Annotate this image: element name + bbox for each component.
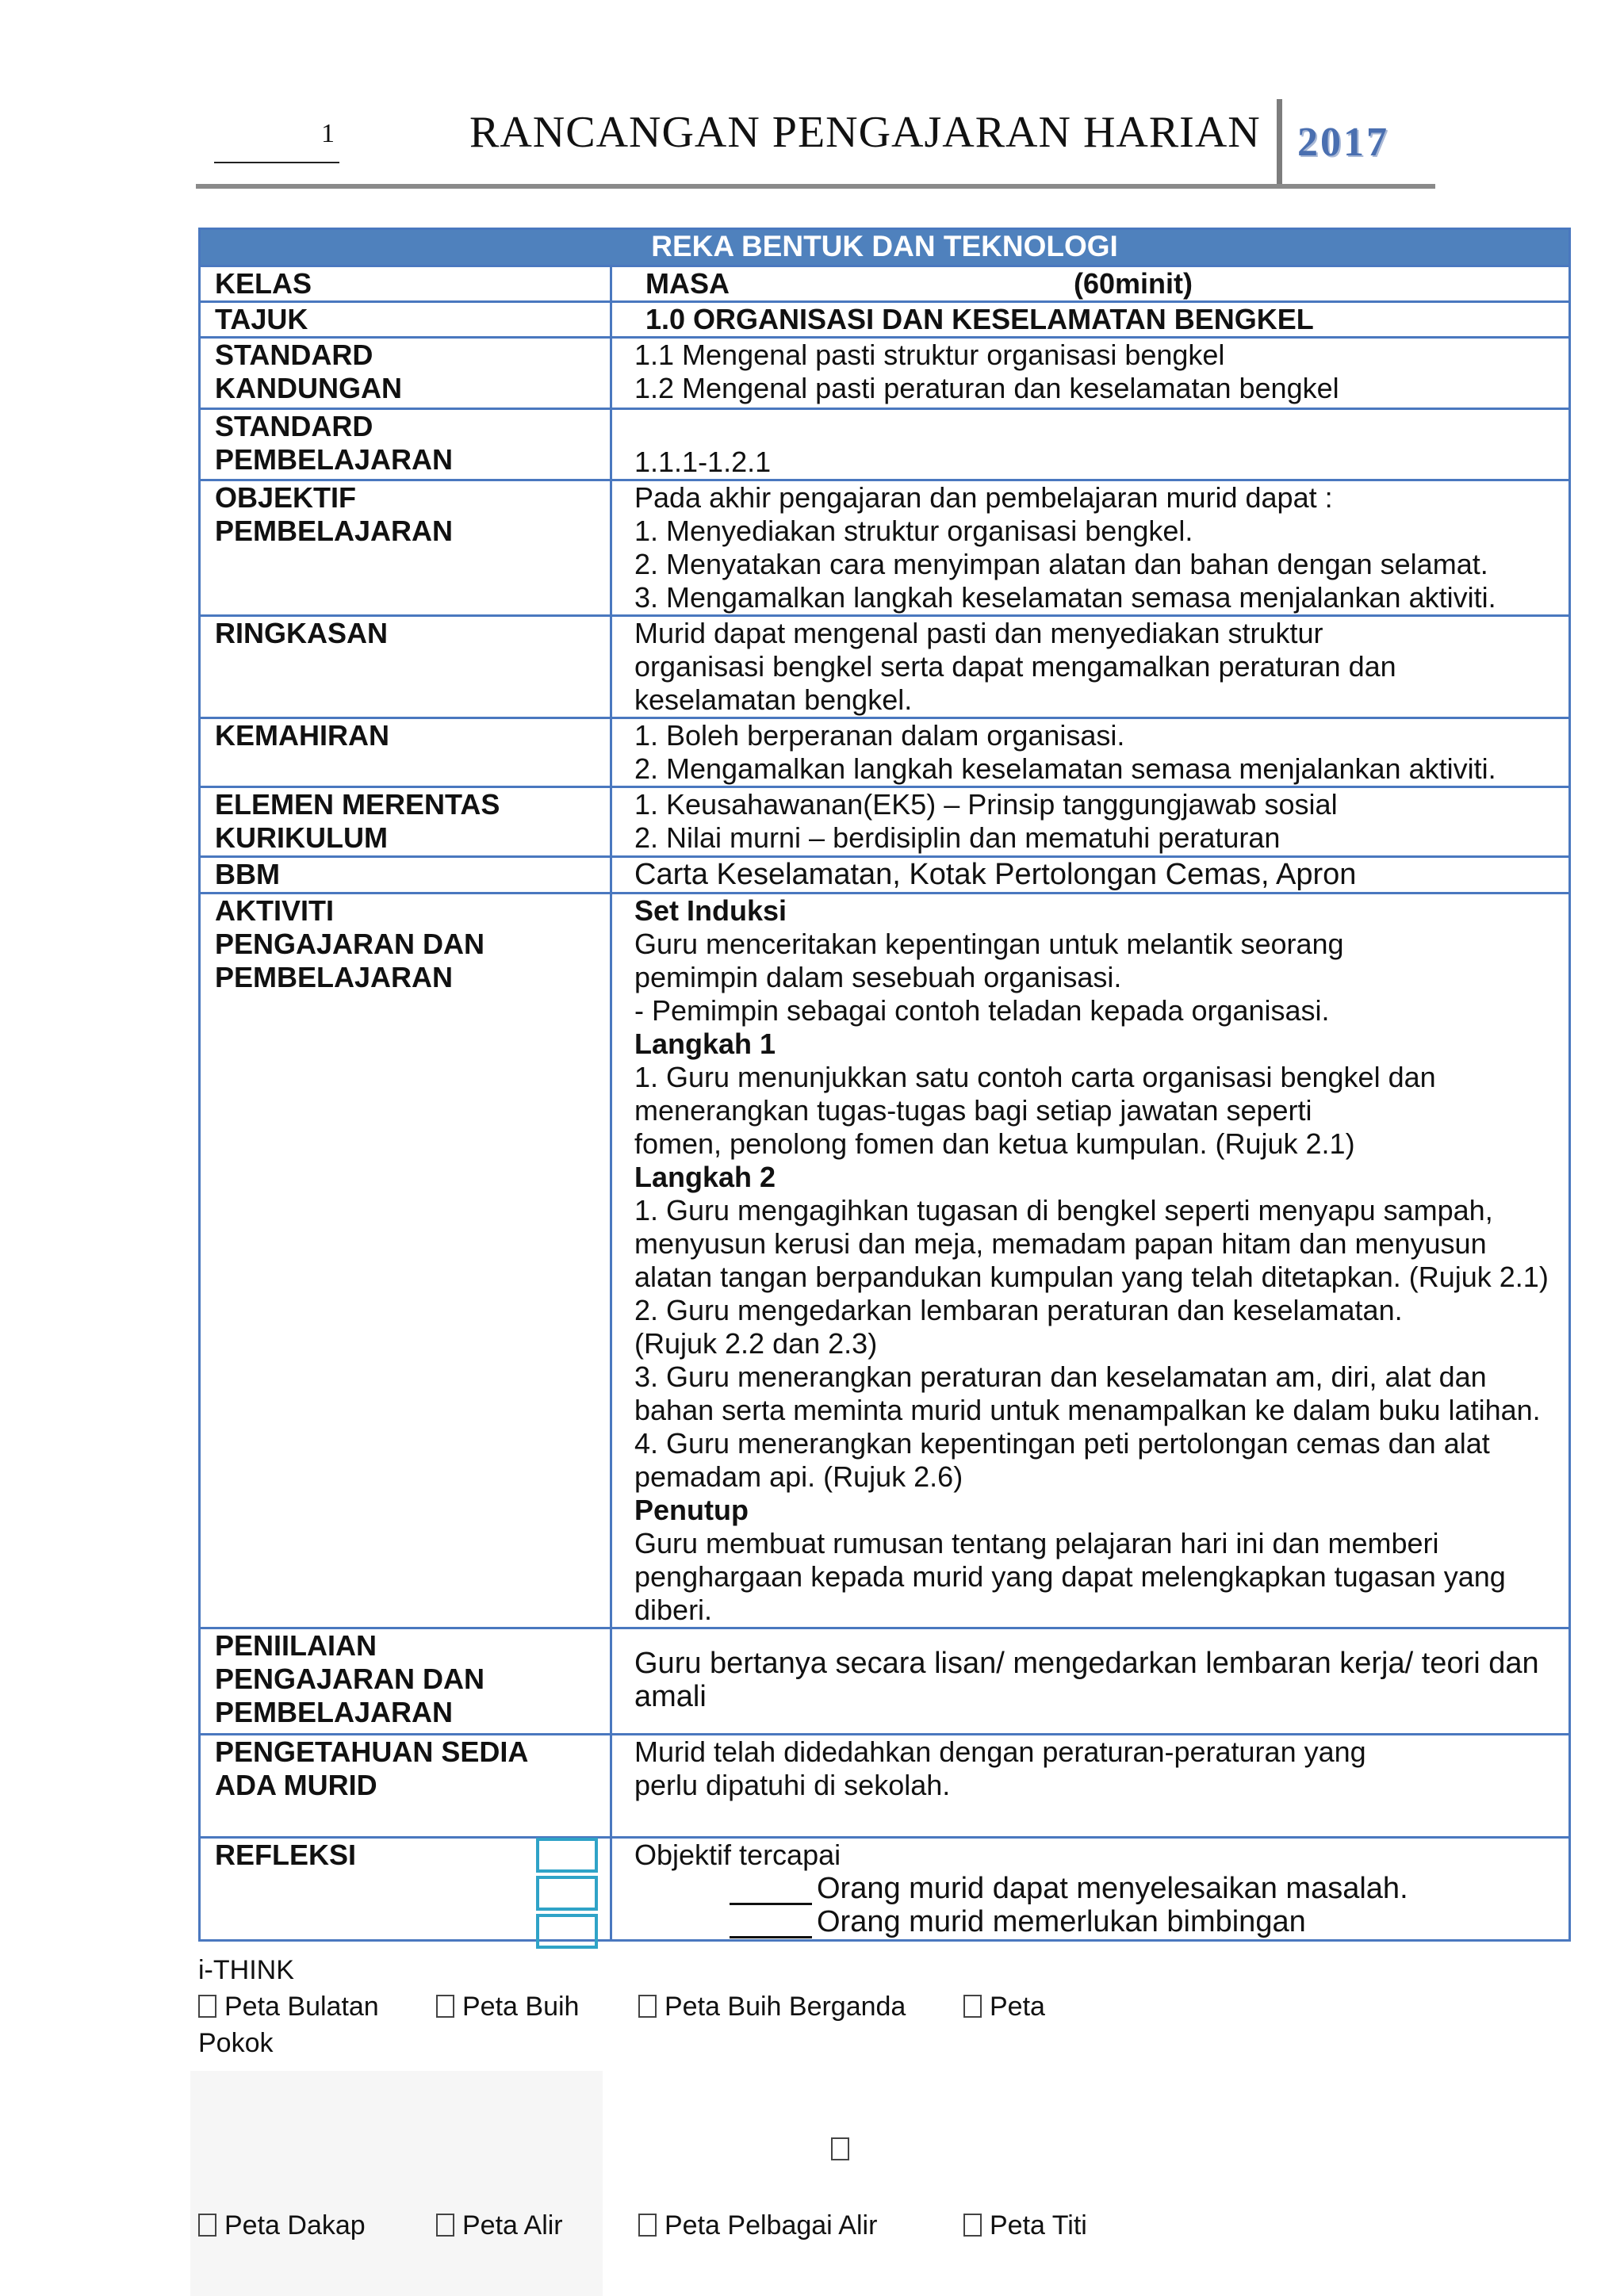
ithink-option — [638, 1988, 963, 2025]
row-tajuk — [200, 302, 1570, 338]
label-line: PENGAJARAN DAN — [215, 1663, 485, 1695]
checkbox-icon[interactable] — [536, 1876, 598, 1911]
tajuk-label: TAJUK — [200, 302, 611, 338]
label-line: ADA MURID — [215, 1769, 377, 1801]
text-line: menyusun kerusi dan meja, memadam papan hitam dan menyusun — [634, 1227, 1487, 1260]
page-number: 1 — [214, 119, 339, 163]
ithink-section — [198, 1952, 1126, 2244]
label-line: STANDARD — [215, 410, 373, 442]
tajuk-value: 1.0 ORGANISASI DAN KESELAMATAN BENGKEL — [611, 302, 1570, 338]
ithink-option — [198, 2207, 436, 2244]
row-objektif — [200, 480, 1570, 616]
objektif-value — [611, 480, 1570, 616]
row-kelas — [200, 266, 1570, 302]
section-heading: Set Induksi — [634, 894, 787, 927]
ithink-title: i-THINK — [198, 1955, 294, 1985]
ithink-option — [436, 2207, 638, 2244]
text-line: 1. Guru mengagihkan tugasan di bengkel seperti menyapu sampah, — [634, 1194, 1493, 1226]
text-line: 2. Nilai murni – berdisiplin dan mematuhi peraturan — [634, 821, 1281, 854]
checkbox-icon[interactable] — [536, 1914, 598, 1949]
penilaian-value — [611, 1628, 1570, 1735]
standard-kandungan-value — [611, 338, 1570, 409]
checkbox-icon[interactable] — [536, 1838, 598, 1873]
label-line: OBJEKTIF — [215, 481, 357, 514]
text-line: keselamatan bengkel. — [634, 683, 913, 716]
row-emk — [200, 787, 1570, 857]
emk-label — [200, 787, 611, 857]
ithink-option — [436, 1988, 638, 2025]
text-line: perlu dipatuhi di sekolah. — [634, 1769, 951, 1801]
text-line: 2. Guru mengedarkan lembaran peraturan dan keselamatan. — [634, 1294, 1403, 1326]
page-title: RANCANGAN PENGAJARAN HARIAN — [469, 108, 1261, 157]
standard-pembelajaran-label — [200, 409, 611, 480]
text-line: pemimpin dalam sesebuah organisasi. — [634, 961, 1122, 993]
label-line: AKTIVITI — [215, 894, 334, 927]
text-line: Murid dapat mengenal pasti dan menyediakan struktur — [634, 617, 1323, 649]
row-kemahiran — [200, 718, 1570, 787]
option-label: Peta Alir — [462, 2210, 563, 2241]
option-label: Peta Buih — [462, 1992, 580, 2022]
checkbox-icon[interactable] — [198, 1995, 216, 2018]
spacer — [198, 2061, 1126, 2207]
subject-title: REKA BENTUK DAN TEKNOLOGI — [200, 229, 1570, 266]
kelas-label: KELAS — [200, 266, 611, 302]
label-line: PENGAJARAN DAN — [215, 928, 485, 960]
refleksi-line — [634, 1905, 1559, 1938]
row-pengetahuan — [200, 1735, 1570, 1838]
text-line: 1. Menyediakan struktur organisasi bengkel. — [634, 515, 1193, 547]
section-heading: Langkah 2 — [634, 1161, 776, 1193]
label-line: PEMBELAJARAN — [215, 1696, 454, 1728]
standard-kandungan-label — [200, 338, 611, 409]
blank-line — [730, 1876, 812, 1905]
text-line: menerangkan tugas-tugas bagi setiap jawatan seperti — [634, 1094, 1312, 1127]
text-line: 2. Mengamalkan langkah keselamatan semasa menjalankan aktiviti. — [634, 752, 1496, 785]
masa-cell — [611, 266, 1570, 302]
label-line: PEMBELAJARAN — [215, 515, 454, 547]
checkbox-icon[interactable] — [436, 2214, 454, 2237]
stray-box-icon — [831, 2137, 849, 2160]
ithink-option — [963, 2207, 1087, 2244]
lesson-plan-table — [198, 228, 1571, 1942]
row-penilaian — [200, 1628, 1570, 1735]
text-line: alatan tangan berpandukan kumpulan yang telah ditetapkan. (Rujuk 2.1) — [634, 1261, 1549, 1293]
section-heading: Penutup — [634, 1494, 749, 1526]
ithink-option — [638, 2207, 963, 2244]
text-line: (Rujuk 2.2 dan 2.3) — [634, 1327, 878, 1360]
option-label: Peta Titi — [990, 2210, 1087, 2241]
ithink-row-2 — [198, 2207, 1126, 2244]
pengetahuan-label — [200, 1735, 611, 1838]
kemahiran-value — [611, 718, 1570, 787]
ringkasan-label: RINGKASAN — [200, 616, 611, 718]
ithink-row-1 — [198, 1988, 1126, 2025]
masa-label: MASA — [645, 267, 730, 300]
option-label: Peta Pelbagai Alir — [665, 2210, 878, 2241]
text-line: diberi. — [634, 1594, 713, 1626]
text-line: amali — [634, 1680, 707, 1713]
emk-value — [611, 787, 1570, 857]
row-refleksi — [200, 1838, 1570, 1941]
text-line: Murid telah didedahkan dengan peraturan-peraturan yang — [634, 1735, 1366, 1768]
checkbox-icon[interactable] — [963, 2214, 982, 2237]
label-line: KANDUNGAN — [215, 372, 402, 404]
row-standard-kandungan — [200, 338, 1570, 409]
header-year: 2017 — [1297, 120, 1389, 165]
pengetahuan-value — [611, 1735, 1570, 1838]
text-line: Guru membuat rumusan tentang pelajaran hari ini dan memberi — [634, 1527, 1439, 1559]
label-line: ELEMEN MERENTAS — [215, 788, 500, 821]
table-title-row — [200, 229, 1570, 266]
aktiviti-value — [611, 894, 1570, 1628]
text-line: - Pemimpin sebagai contoh teladan kepada organisasi. — [634, 994, 1330, 1027]
header-divider — [1277, 99, 1282, 189]
ithink-option — [963, 1988, 1045, 2025]
text-line: Pada akhir pengajaran dan pembelajaran murid dapat : — [634, 481, 1333, 514]
text-line: 1. Guru menunjukkan satu contoh carta organisasi bengkel dan — [634, 1061, 1436, 1093]
option-label: Peta Bulatan — [224, 1992, 379, 2022]
checkbox-icon[interactable] — [638, 1995, 657, 2018]
masa-value: (60minit) — [1074, 267, 1193, 300]
label-line: STANDARD — [215, 339, 373, 371]
ringkasan-value — [611, 616, 1570, 718]
refleksi-checkboxes — [536, 1838, 599, 1952]
bbm-value: Carta Keselamatan, Kotak Pertolongan Cemas, Apron — [611, 857, 1570, 894]
ithink-row-1-wrap: Pokok — [198, 2028, 274, 2058]
label-line: KURIKULUM — [215, 821, 388, 854]
text-line: Orang murid memerlukan bimbingan — [817, 1905, 1306, 1938]
label-line: PENIILAIAN — [215, 1629, 377, 1662]
option-label: Peta Dakap — [224, 2210, 366, 2241]
bbm-label: BBM — [200, 857, 611, 894]
text-line: Objektif tercapai — [634, 1839, 841, 1871]
kemahiran-label: KEMAHIRAN — [200, 718, 611, 787]
row-aktiviti — [200, 894, 1570, 1628]
label-line: PEMBELAJARAN — [215, 961, 454, 993]
text-line: 1.2 Mengenal pasti peraturan dan keselamatan bengkel — [634, 372, 1339, 404]
text-line: 1. Keusahawanan(EK5) – Prinsip tanggungjawab sosial — [634, 788, 1338, 821]
penilaian-label — [200, 1628, 611, 1735]
text-line: Guru menceritakan kepentingan untuk melantik seorang — [634, 928, 1344, 960]
objektif-label — [200, 480, 611, 616]
label-line: PEMBELAJARAN — [215, 443, 454, 476]
text-line: fomen, penolong fomen dan ketua kumpulan. (Rujuk 2.1) — [634, 1127, 1355, 1160]
text-line: pemadam api. (Rujuk 2.6) — [634, 1460, 963, 1493]
text-line: bahan serta meminta murid untuk menampalkan ke dalam buku latihan. — [634, 1394, 1541, 1426]
text-line: organisasi bengkel serta dapat mengamalkan peraturan dan — [634, 650, 1396, 683]
standard-pembelajaran-value: 1.1.1-1.2.1 — [611, 409, 1570, 480]
text-line: Orang murid dapat menyelesaikan masalah. — [817, 1872, 1408, 1905]
option-label: Peta Buih Berganda — [665, 1992, 906, 2022]
aktiviti-label — [200, 894, 611, 1628]
label-line: PENGETAHUAN SEDIA — [215, 1735, 529, 1768]
checkbox-icon[interactable] — [436, 1995, 454, 2018]
header-rule — [196, 184, 1435, 189]
refleksi-line — [634, 1872, 1559, 1905]
text-line: 4. Guru menerangkan kepentingan peti pertolongan cemas dan alat — [634, 1427, 1490, 1460]
blank-line — [730, 1909, 812, 1938]
refleksi-value — [611, 1838, 1570, 1941]
section-heading: Langkah 1 — [634, 1027, 776, 1060]
row-ringkasan — [200, 616, 1570, 718]
text-line: 3. Guru menerangkan peraturan dan keselamatan am, diri, alat dan — [634, 1360, 1487, 1393]
row-bbm — [200, 857, 1570, 894]
checkbox-icon[interactable] — [638, 2214, 657, 2237]
text-line: 1. Boleh berperanan dalam organisasi. — [634, 719, 1125, 752]
ithink-option — [198, 1988, 436, 2025]
text-line: penghargaan kepada murid yang dapat melengkapkan tugasan yang — [634, 1560, 1506, 1593]
refleksi-label: REFLEKSI — [200, 1838, 611, 1941]
text-line: 3. Mengamalkan langkah keselamatan semasa menjalankan aktiviti. — [634, 581, 1496, 614]
checkbox-icon[interactable] — [198, 2214, 216, 2237]
text-line: 2. Menyatakan cara menyimpan alatan dan bahan dengan selamat. — [634, 548, 1488, 580]
checkbox-icon[interactable] — [963, 1995, 982, 2018]
text-line: 1.1 Mengenal pasti struktur organisasi bengkel — [634, 339, 1225, 371]
option-label: Peta — [990, 1992, 1045, 2022]
text-line: Guru bertanya secara lisan/ mengedarkan lembaran kerja/ teori dan — [634, 1647, 1539, 1680]
row-standard-pembelajaran — [200, 409, 1570, 480]
